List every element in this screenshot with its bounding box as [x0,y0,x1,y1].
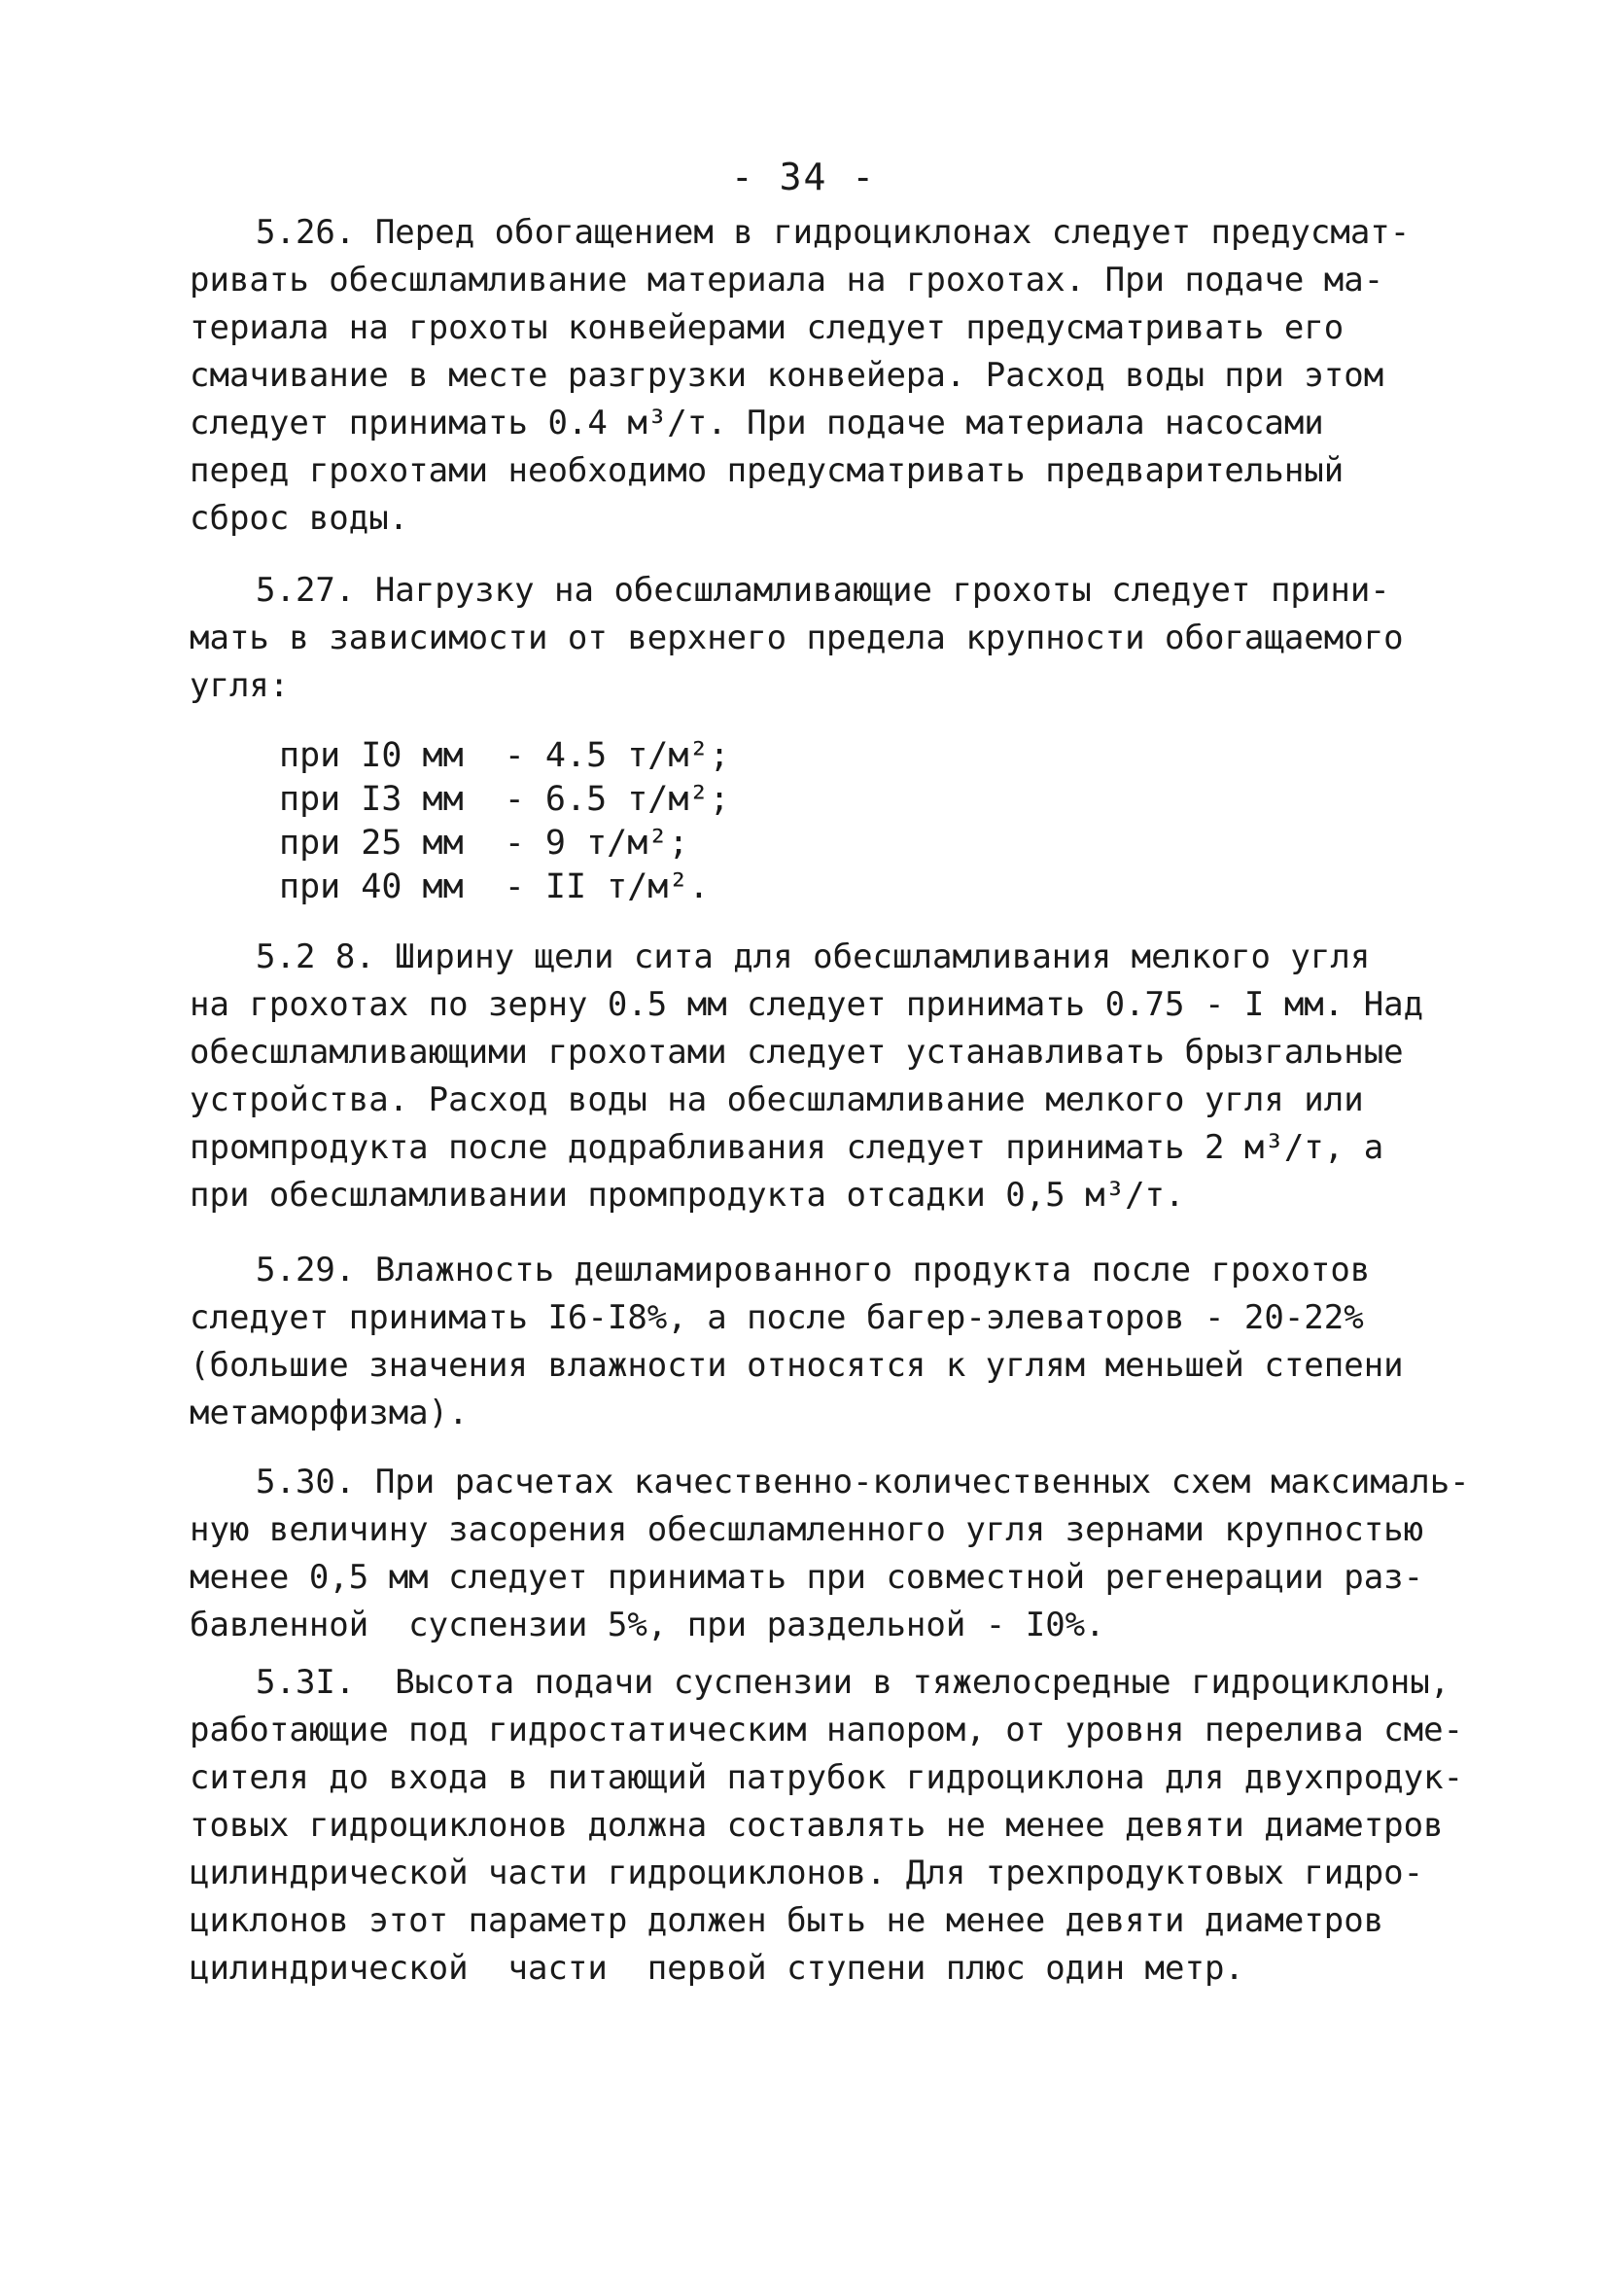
text-line: работающие под гидростатическим напором, от уровня перелива сме- [190,1711,1464,1749]
load-list [190,734,1483,909]
section-5-31 [190,1659,1483,1993]
text-line: на грохотах по зерну 0.5 мм следует принимать 0.75 - I мм. Над [190,985,1424,1024]
text-line: угля: [190,666,290,705]
list-item: при I0 мм - 4.5 т/м²; [279,736,730,775]
text-line: 5.26. Перед обогащением в гидроциклонах следует предусмат- [256,213,1411,252]
text-line: товых гидроциклонов должна составлять не менее девяти диаметров [190,1806,1444,1845]
text-line: промпродукта после додрабливания следует принимать 2 м³/т, а [190,1128,1384,1167]
text-line: (большие значения влажности относятся к углям меньшей степени [190,1346,1404,1385]
text-line: 5.3I. Высота подачи суспензии в тяжелосредные гидроциклоны, [256,1663,1450,1702]
text-line: мать в зависимости от верхнего предела крупности обогащаемого [190,618,1404,657]
section-5-26 [190,209,1483,543]
text-line: перед грохотами необходимо предусматривать предварительный [190,451,1345,490]
section-5-29 [190,1247,1483,1437]
text-line: обесшламливающими грохотами следует устанавливать брызгальные [190,1033,1404,1072]
text-line: менее 0,5 мм следует принимать при совместной регенерации раз- [190,1558,1424,1597]
text-line: 5.29. Влажность дешламированного продукта после грохотов [256,1251,1371,1289]
text-line: смачивание в месте разгрузки конвейера. Расход воды при этом [190,356,1384,395]
list-item: при 40 мм - II т/м². [279,867,710,906]
text-line: сителя до входа в питающий патрубок гидроциклона для двухпродук- [190,1758,1464,1797]
list-item: при I3 мм - 6.5 т/м²; [279,780,730,819]
text-line: 5.30. При расчетах качественно-количественных схем максималь- [256,1463,1470,1501]
text-line: следует принимать I6-I8%, а после багер-элеваторов - 20-22% [190,1298,1364,1337]
text-line: сброс воды. [190,499,409,538]
text-line: следует принимать 0.4 м³/т. При подаче материала насосами [190,404,1324,442]
list-item: при 25 мм - 9 т/м²; [279,824,689,863]
text-line: териала на грохоты конвейерами следует предусматривать его [190,308,1345,347]
text-line: ривать обесшламливание материала на грохотах. При подаче ма- [190,261,1384,300]
text-line: 5.2 8. Ширину щели сита для обесшламливания мелкого угля [256,937,1371,976]
section-5-28 [190,934,1483,1219]
text-line: 5.27. Нагрузку на обесшламливающие грохоты следует прини- [256,571,1390,610]
text-line: при обесшламливании промпродукта отсадки 0,5 м³/т. [190,1176,1185,1215]
text-line: бавленной суспензии 5%, при раздельной - I0%. [190,1606,1105,1644]
section-5-30 [190,1459,1483,1649]
section-5-27 [190,567,1483,710]
text-line: цилиндрической части гидроциклонов. Для трехпродуктовых гидро- [190,1854,1424,1892]
text-line: метаморфизма). [190,1394,469,1432]
text-line: циклонов этот параметр должен быть не менее девяти диаметров [190,1901,1384,1940]
text-line: устройства. Расход воды на обесшламливание мелкого угля или [190,1080,1364,1119]
text-line: цилиндрической части первой ступени плюс один метр. [190,1949,1244,1988]
text-line: ную величину засорения обесшламленного угля зернами крупностью [190,1510,1424,1549]
page-number: - 34 - [730,156,877,198]
